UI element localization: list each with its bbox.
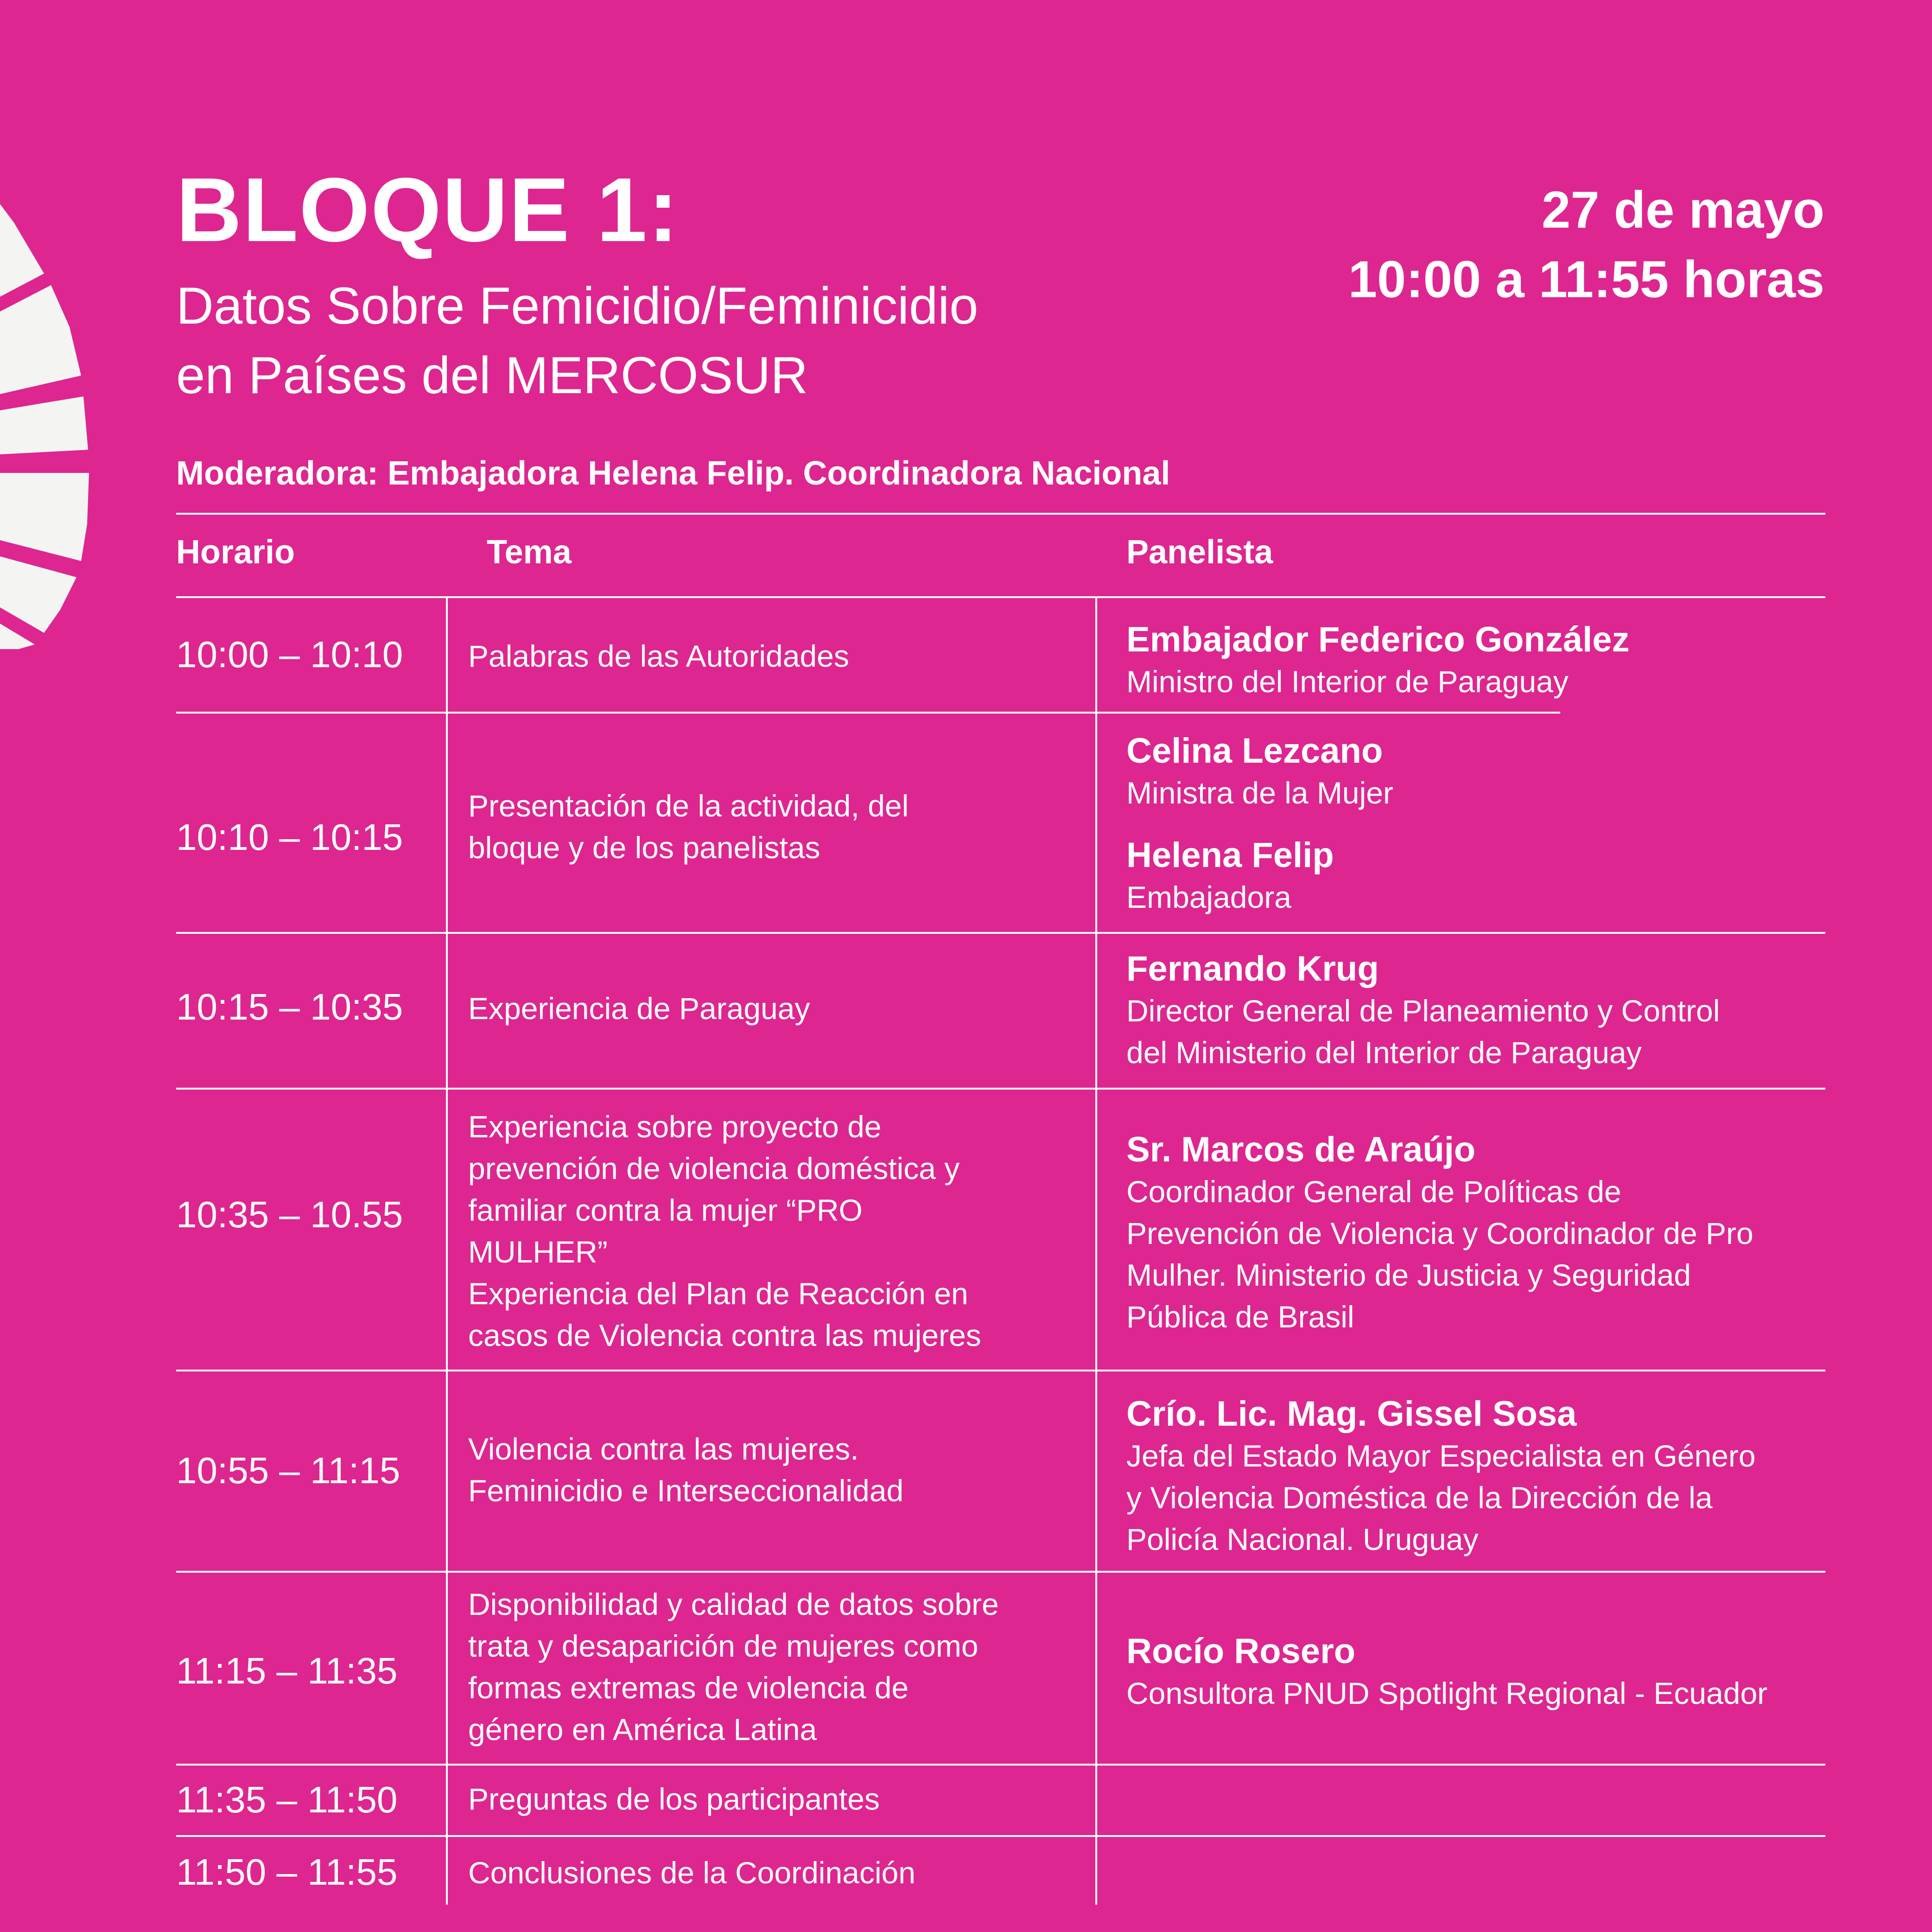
column-divider: [1095, 597, 1097, 1905]
topic-line: Conclusiones de la Coordinación: [468, 1855, 915, 1890]
topic-line: bloque y de los panelistas: [468, 830, 820, 865]
divider: [176, 513, 1825, 515]
panelist-role: Ministra de la Mujer: [1126, 776, 1393, 810]
divider: [176, 1370, 1825, 1371]
row-topic: [468, 1852, 1075, 1894]
topic-line: Experiencia del Plan de Reacción en: [468, 1276, 968, 1311]
panelist-name: Embajador Federico González: [1126, 620, 1630, 659]
row-topic: [468, 1428, 1075, 1511]
panelist-role: Prevención de Violencia y Coordinador de Pro: [1126, 1216, 1754, 1250]
row-time: 10:10 – 10:15: [176, 816, 403, 858]
topic-line: género en América Latina: [468, 1712, 817, 1747]
column-header-tema: Tema: [487, 534, 572, 571]
panelist-entry: [1126, 1393, 1840, 1560]
event-date: 27 de mayo: [1541, 181, 1824, 239]
panelist-name: Sr. Marcos de Araújo: [1126, 1130, 1476, 1169]
row-time: 11:50 – 11:55: [176, 1851, 398, 1893]
moderator-line: Moderadora: Embajadora Helena Felip. Coordinadora Nacional: [176, 455, 1170, 492]
topic-line: prevención de violencia doméstica y: [468, 1151, 960, 1186]
topic-line: Experiencia sobre proyecto de: [468, 1109, 882, 1144]
row-topic: [468, 1778, 1075, 1820]
row-topic: [468, 635, 1075, 677]
topic-line: Preguntas de los participantes: [468, 1782, 880, 1816]
row-time: 10:15 – 10:35: [176, 986, 403, 1027]
row-topic: [468, 1583, 1075, 1750]
panelist-role: Mulher. Ministerio de Justicia y Seguridad: [1126, 1258, 1691, 1292]
row-time: 10:35 – 10.55: [176, 1194, 403, 1235]
topic-line: trata y desaparición de mujeres como: [468, 1629, 979, 1663]
divider: [176, 1835, 1825, 1837]
column-header-horario: Horario: [176, 534, 295, 571]
panelist-role: Coordinador General de Políticas de: [1126, 1174, 1621, 1209]
row-topic: [468, 785, 1075, 868]
row-topic: [468, 1106, 1075, 1356]
divider: [176, 932, 1825, 934]
row-topic: [468, 988, 1075, 1029]
topic-line: familiar contra la mujer “PRO: [468, 1193, 863, 1227]
panelist-entry: [1126, 1631, 1840, 1714]
row-time: 10:55 – 11:15: [176, 1450, 400, 1491]
panelist-role: Jefa del Estado Mayor Especialista en Género: [1126, 1439, 1756, 1473]
topic-line: Violencia contra las mujeres.: [468, 1432, 859, 1466]
panelist-name: Helena Felip: [1126, 835, 1334, 875]
row-time: 10:00 – 10:10: [176, 634, 403, 675]
panelist-group: [1126, 619, 1840, 918]
panelist-role: Embajadora: [1126, 880, 1291, 914]
panelist-role: Pública de Brasil: [1126, 1300, 1354, 1334]
panelist-role: y Violencia Doméstica de la Dirección de la: [1126, 1480, 1713, 1515]
panelist-role: Ministro del Interior de Paraguay: [1126, 664, 1569, 699]
subtitle-line: en Países del MERCOSUR: [176, 346, 808, 404]
panelist-name: Fernando Krug: [1126, 949, 1379, 988]
panelist-name: Celina Lezcano: [1126, 731, 1383, 771]
column-header-panelista: Panelista: [1126, 534, 1273, 571]
panelist-name: Rocío Rosero: [1126, 1632, 1356, 1671]
event-date-time: [1348, 175, 1824, 314]
topic-line: casos de Violencia contra las mujeres: [468, 1318, 981, 1352]
row-time: 11:15 – 11:35: [176, 1650, 398, 1691]
page-subtitle: [176, 271, 1150, 410]
panelist-role: Director General de Planeamiento y Control: [1126, 994, 1720, 1028]
divider: [176, 596, 1825, 598]
panelist-role: Consultora PNUD Spotlight Regional - Ecuador: [1126, 1676, 1768, 1710]
subtitle-line: Datos Sobre Femicidio/Feminicidio: [176, 277, 979, 335]
topic-line: Feminicidio e Interseccionalidad: [468, 1473, 904, 1508]
topic-line: Presentación de la actividad, del: [468, 789, 909, 823]
column-divider: [446, 597, 448, 1905]
divider: [176, 1088, 1825, 1090]
panelist-name: Crío. Lic. Mag. Gissel Sosa: [1126, 1394, 1577, 1434]
topic-line: MULHER”: [468, 1235, 608, 1269]
panelist-role: Policía Nacional. Uruguay: [1126, 1522, 1479, 1556]
event-hours: 10:00 a 11:55 horas: [1348, 250, 1824, 308]
page-title: BLOQUE 1:: [176, 159, 680, 261]
divider: [176, 1764, 1825, 1766]
topic-line: Palabras de las Autoridades: [468, 639, 849, 673]
topic-line: Experiencia de Paraguay: [468, 991, 810, 1026]
panelist-role: del Ministerio del Interior de Paraguay: [1126, 1035, 1642, 1070]
row-time: 11:35 – 11:50: [176, 1779, 398, 1820]
topic-line: formas extremas de violencia de: [468, 1671, 909, 1705]
panelist-entry: [1126, 948, 1840, 1073]
panelist-entry: [1126, 1129, 1840, 1338]
topic-line: Disponibilidad y calidad de datos sobre: [468, 1587, 999, 1621]
divider: [176, 1571, 1825, 1573]
decorative-wheel-graphic: [0, 204, 93, 649]
